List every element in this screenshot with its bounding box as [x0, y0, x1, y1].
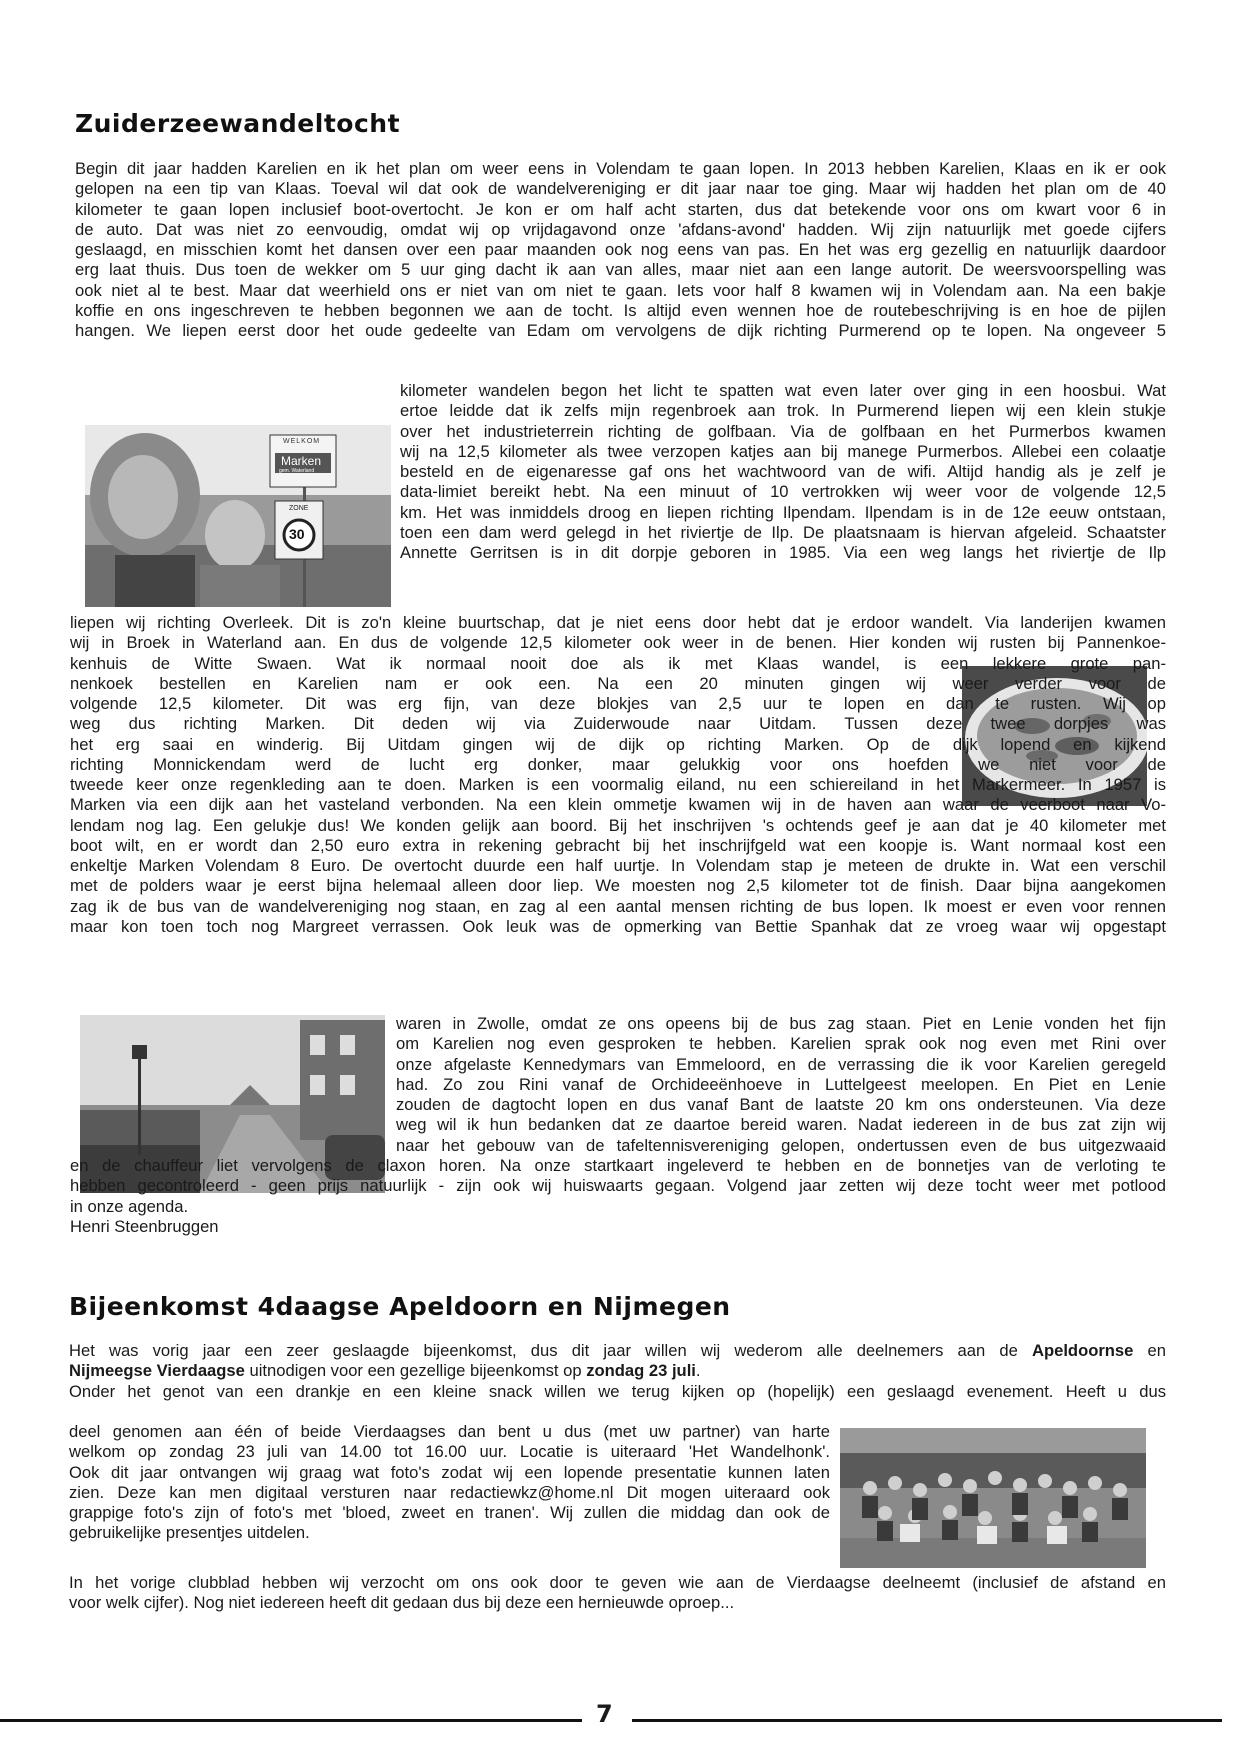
text-line: toen een dam werd gelegd in het riviertje de Ilp. De plaatsnaam is hiervan afgeleid. Schaatster	[400, 522, 1166, 542]
sign-place-name: Marken	[281, 454, 322, 468]
text-line: zouden de dagtocht lopen en dus vanaf Bant de laatste 20 km ons ondersteunen. Via deze	[396, 1095, 1166, 1114]
article1-paragraph-c	[70, 613, 1166, 937]
article2-intro-text-3: uitnodigen voor een gezellige bijeenkomst op	[244, 1361, 587, 1381]
text-line: tweede keer onze regenkleding aan te doen. Marken is een voormalig eiland, nu een schiereiland in het Markermeer. In 1957 is	[70, 775, 1166, 794]
page-number: 7	[596, 1700, 613, 1728]
group-photo-drawing	[840, 1428, 1146, 1568]
group-photo	[840, 1428, 1146, 1568]
text-line: In het vorige clubblad hebben wij verzocht om ons ook door te geven wie aan de Vierdaagse deelneemt (inclusief de afstand en	[69, 1573, 1166, 1592]
text-line: lendam nog lag. Een gelukje dus! We konden gelijk aan boord. Bij het inschrijven 's ochtends geef je aan dat je 40 kilometer met	[70, 815, 1166, 835]
article2-bold-apeldoornse: Apeldoornse	[1031, 1341, 1134, 1360]
text-line: liepen wij richting Overleek. Dit is zo'n kleine buurtschap, dat je niet eens door hebt dat je erdoor wandelt. Via landerijen kwamen	[70, 613, 1166, 632]
text-line: besteld en de eigenaresse gaf ons het wachtwoord van de wifi. Altijd handig als je zelf je	[400, 462, 1166, 481]
article1-paragraph-e	[70, 1156, 1166, 1217]
article2-paragraph-c	[69, 1573, 1166, 1614]
text-line: weg wil ik hun bedanken dat ze daartoe bereid waren. Nadat iedereen in de bus zat zijn wij	[396, 1115, 1166, 1135]
text-line: data-limiet bereikt hebt. Na een minuut of 10 vertrokken wij weer voor de volgende 12,5	[400, 482, 1166, 502]
sign-speed-limit: 30	[289, 526, 305, 542]
footer-rule-left	[0, 1719, 582, 1722]
text-line: volgende 12,5 kilometer. Dit was erg fijn, van deze blokjes van 2,5 uur te lopen en dan te rusten. Wij op	[70, 694, 1166, 713]
text-line: het erg saai en winderig. Bij Uitdam gingen wij de dijk op richting Marken. Op de dijk lopend en kijkend	[70, 734, 1166, 754]
text-line: koffie en ons ingeschreven te hebben begonnen we aan de tocht. Is altijd even wennen hoe de routebeschrijving is en hoe de pijlen	[75, 300, 1166, 320]
text-line: en de chauffeur liet vervolgens de claxon horen. Na onze startkaart ingeleverd te hebben en de bonnetjes van de verloting te	[70, 1156, 1166, 1175]
text-line: voor welk cijfer). Nog niet iedereen heeft dit gedaan dus bij deze een hernieuwde oproep...	[69, 1593, 735, 1613]
text-line: Annette Gerritsen is in dit dorpje geboren in 1985. Via een weg langs het riviertje de Ilp	[400, 543, 1166, 562]
sign-municipality: gem. Waterland	[279, 468, 315, 474]
text-line: erg laat thuis. Dus toen de wekker om 5 uur ging dacht ik aan van alles, maar niet aan een lange autorit. De weersvoorspelling was	[75, 260, 1166, 280]
article2-bold-date: zondag 23 juli	[586, 1361, 696, 1381]
article-title-bijeenkomst: Bijeenkomst 4daagse Apeldoorn en Nijmegen	[69, 1292, 731, 1321]
text-line: gelopen na een tip van Klaas. Toeval wil dat ook de wandelvereniging er dit jaar naar toe ging. Maar wij hadden het plan om de 40	[75, 179, 1166, 199]
article2-intro-text-2: en	[1133, 1341, 1166, 1360]
text-line: gebruikelijke presentjes uitdelen.	[69, 1523, 310, 1543]
article2-line-full: Onder het genot van een drankje en een kleine snack willen we terug kijken op (hopelijk) een geslaagd evenement. Heeft u dus	[69, 1381, 1166, 1401]
text-line: hebben gecontroleerd - geen prijs natuurlijk - zijn ook wij huiswaarts gegaan. Volgend jaar zetten wij deze tocht weer met potlood	[70, 1176, 1166, 1196]
text-line: km. Het was inmiddels droog en liepen richting Ilpendam. Ilpendam is in de 12e eeuw ontstaan,	[400, 502, 1166, 522]
article2-intro-text-4: .	[695, 1361, 701, 1381]
text-line: nenkoek bestellen en Karelien nam er ook een. Na een 20 minuten gingen wij weer verder voor de	[70, 673, 1166, 693]
text-line: kilometer te gaan lopen inclusief boot-overtocht. Je kon er om half acht starten, dus dat betekende voor ons om kwart voor 6 in	[75, 199, 1166, 219]
text-line: grappige foto's zijn of foto's met 'bloed, zweet en tranen'. Wij zullen die middag dan ook de	[69, 1503, 830, 1522]
text-line: hangen. We liepen eerst door het oude gedeelte van Edam om vervolgens de dijk richting Purmerend op te lopen. Na ongeveer 5	[75, 321, 1166, 340]
article1-paragraph-d	[396, 1014, 1166, 1156]
article2-intro	[69, 1341, 1166, 1402]
text-line: in onze agenda.	[70, 1196, 189, 1216]
text-line: wij in Broek in Waterland aan. En dus de volgende 12,5 kilometer ook weer in de benen. Hier konden wij rusten bij Pannenkoe-	[70, 633, 1166, 653]
text-line: maar kon toen toch nog Margreet verrassen. Ook leuk was de opmerking van Bettie Spanhak dat ze vroeg waar wij opgestapt	[70, 916, 1166, 936]
text-line: ertoe leidde dat ik zelfs mijn regenbroek aan trok. In Purmerend liepen wij een klein stukje	[400, 401, 1166, 421]
article1-author: Henri Steenbruggen	[70, 1217, 219, 1236]
text-line: onze afgelaste Kennedymars van Emmeloord, en de verrassing die ik voor Karelien geregeld	[396, 1054, 1166, 1074]
article1-paragraph-b	[400, 381, 1166, 563]
text-line: weg dus richting Marken. Dit deden wij via Zuiderwoude naar Uitdam. Tussen deze twee dorpjes was	[70, 714, 1166, 734]
text-line: waren in Zwolle, omdat ze ons opeens bij de bus zag staan. Piet en Lenie vonden het fijn	[396, 1014, 1166, 1033]
selfie-photo-marken-sign	[85, 425, 391, 607]
sign-welcome-text: WELKOM	[283, 438, 321, 445]
text-line: had. Zo zou Rini vanaf de Orchideeënhoeve in Luttelgeest meelopen. En Piet en Lenie	[396, 1074, 1166, 1094]
text-line: boot wilt, en er wordt dan 2,50 euro extra in rekening gebracht bij het inschrijfgeld wat een koopje is. Want normaal kost een	[70, 835, 1166, 855]
article2-bold-nijmeegse: Nijmeegse Vierdaagse	[69, 1361, 245, 1381]
text-line: de auto. Dat was niet zo eenvoudig, omdat wij op vrijdagavond onze 'afdans-avond' hadden. Wij zijn natuurlijk met goede cijfers	[75, 219, 1166, 239]
text-line: naar het gebouw van de tafeltennisvereniging gelopen, ondertussen even de bus uitgezwaaid	[396, 1135, 1166, 1155]
text-line: welkom op zondag 23 juli van 14.00 tot 16.00 uur. Locatie is uiteraard 'Het Wandelhonk'.	[69, 1442, 830, 1462]
text-line: deel genomen aan één of beide Vierdaagses dan bent u dus (met uw partner) van harte	[69, 1422, 830, 1441]
article1-paragraph-a	[75, 159, 1166, 341]
article2-paragraph-b	[69, 1422, 830, 1544]
text-line: geslaagd, en misschien komt het dansen over een paar maanden ook nog eens van pas. En het was erg gezellig en natuurlijk daardoor	[75, 240, 1166, 259]
text-line: ook niet al te best. Maar dat weerhield ons er niet van om niet te gaan. Iets voor half 8 kwamen wij in Volendam aan. Na een bakje	[75, 280, 1166, 300]
text-line: wij na 12,5 kilometer als twee verzopen katjes aan bij manege Purmerbos. Allebei een colaatje	[400, 441, 1166, 461]
article-title-zuiderzeewandeltocht: Zuiderzeewandeltocht	[75, 109, 401, 138]
sign-zone-text: ZONE	[289, 505, 309, 512]
text-line: zag ik de bus van de wandelvereniging nog staan, en zag al een aantal mensen richting de bus lopen. Ik moest er even voor rennen	[70, 896, 1166, 916]
text-line: Marken via een dijk aan het vasteland verbonden. Na een klein ommetje kwamen wij in de haven aan waar de veerboot naar Vo-	[70, 795, 1166, 815]
text-line: kilometer wandelen begon het licht te spatten wat even later over ging in een hoosbui. Wat	[400, 381, 1166, 400]
text-line: om Karelien nog even gesproken te hebben. Karelien sprak ook nog even met Rini over	[396, 1034, 1166, 1054]
footer-rule-right	[632, 1719, 1222, 1722]
text-line: Ook dit jaar ontvangen wij graag wat foto's zodat wij een lopende presentatie kunnen laten	[69, 1462, 830, 1482]
selfie-photo-drawing	[85, 425, 391, 607]
text-line: Begin dit jaar hadden Karelien en ik het plan om weer eens in Volendam te gaan lopen. In 2013 hebben Karelien, Klaas en ik er ook	[75, 159, 1166, 178]
text-line: richting Monnickendam werd de lucht erg donker, maar gelukkig voor ons hoefden we niet voor de	[70, 754, 1166, 774]
text-line: kenhuis de Witte Swaen. Wat ik normaal nooit doe als ik met Klaas wandel, is een lekkere grote pan-	[70, 653, 1166, 673]
text-line: enkeltje Marken Volendam 8 Euro. De overtocht duurde een half uurtje. In Volendam stap je meteen de drukte in. Wat een verschil	[70, 856, 1166, 875]
article2-intro-text-1: Het was vorig jaar een zeer geslaagde bijeenkomst, dus dit jaar willen wij wederom alle deelnemers aan de	[69, 1341, 1032, 1360]
text-line: met de polders waar je eerst bijna helemaal alleen door liep. We moesten nog 2,5 kilometer tot de finish. Daar bijna aangekomen	[70, 876, 1166, 896]
text-line: over het industrieterrein richting de golfbaan. Via de golfbaan en het Purmerbos kwamen	[400, 421, 1166, 441]
text-line: zien. Deze kan men digitaal versturen naar redactiewkz@home.nl Dit mogen uiteraard ook	[69, 1482, 830, 1502]
